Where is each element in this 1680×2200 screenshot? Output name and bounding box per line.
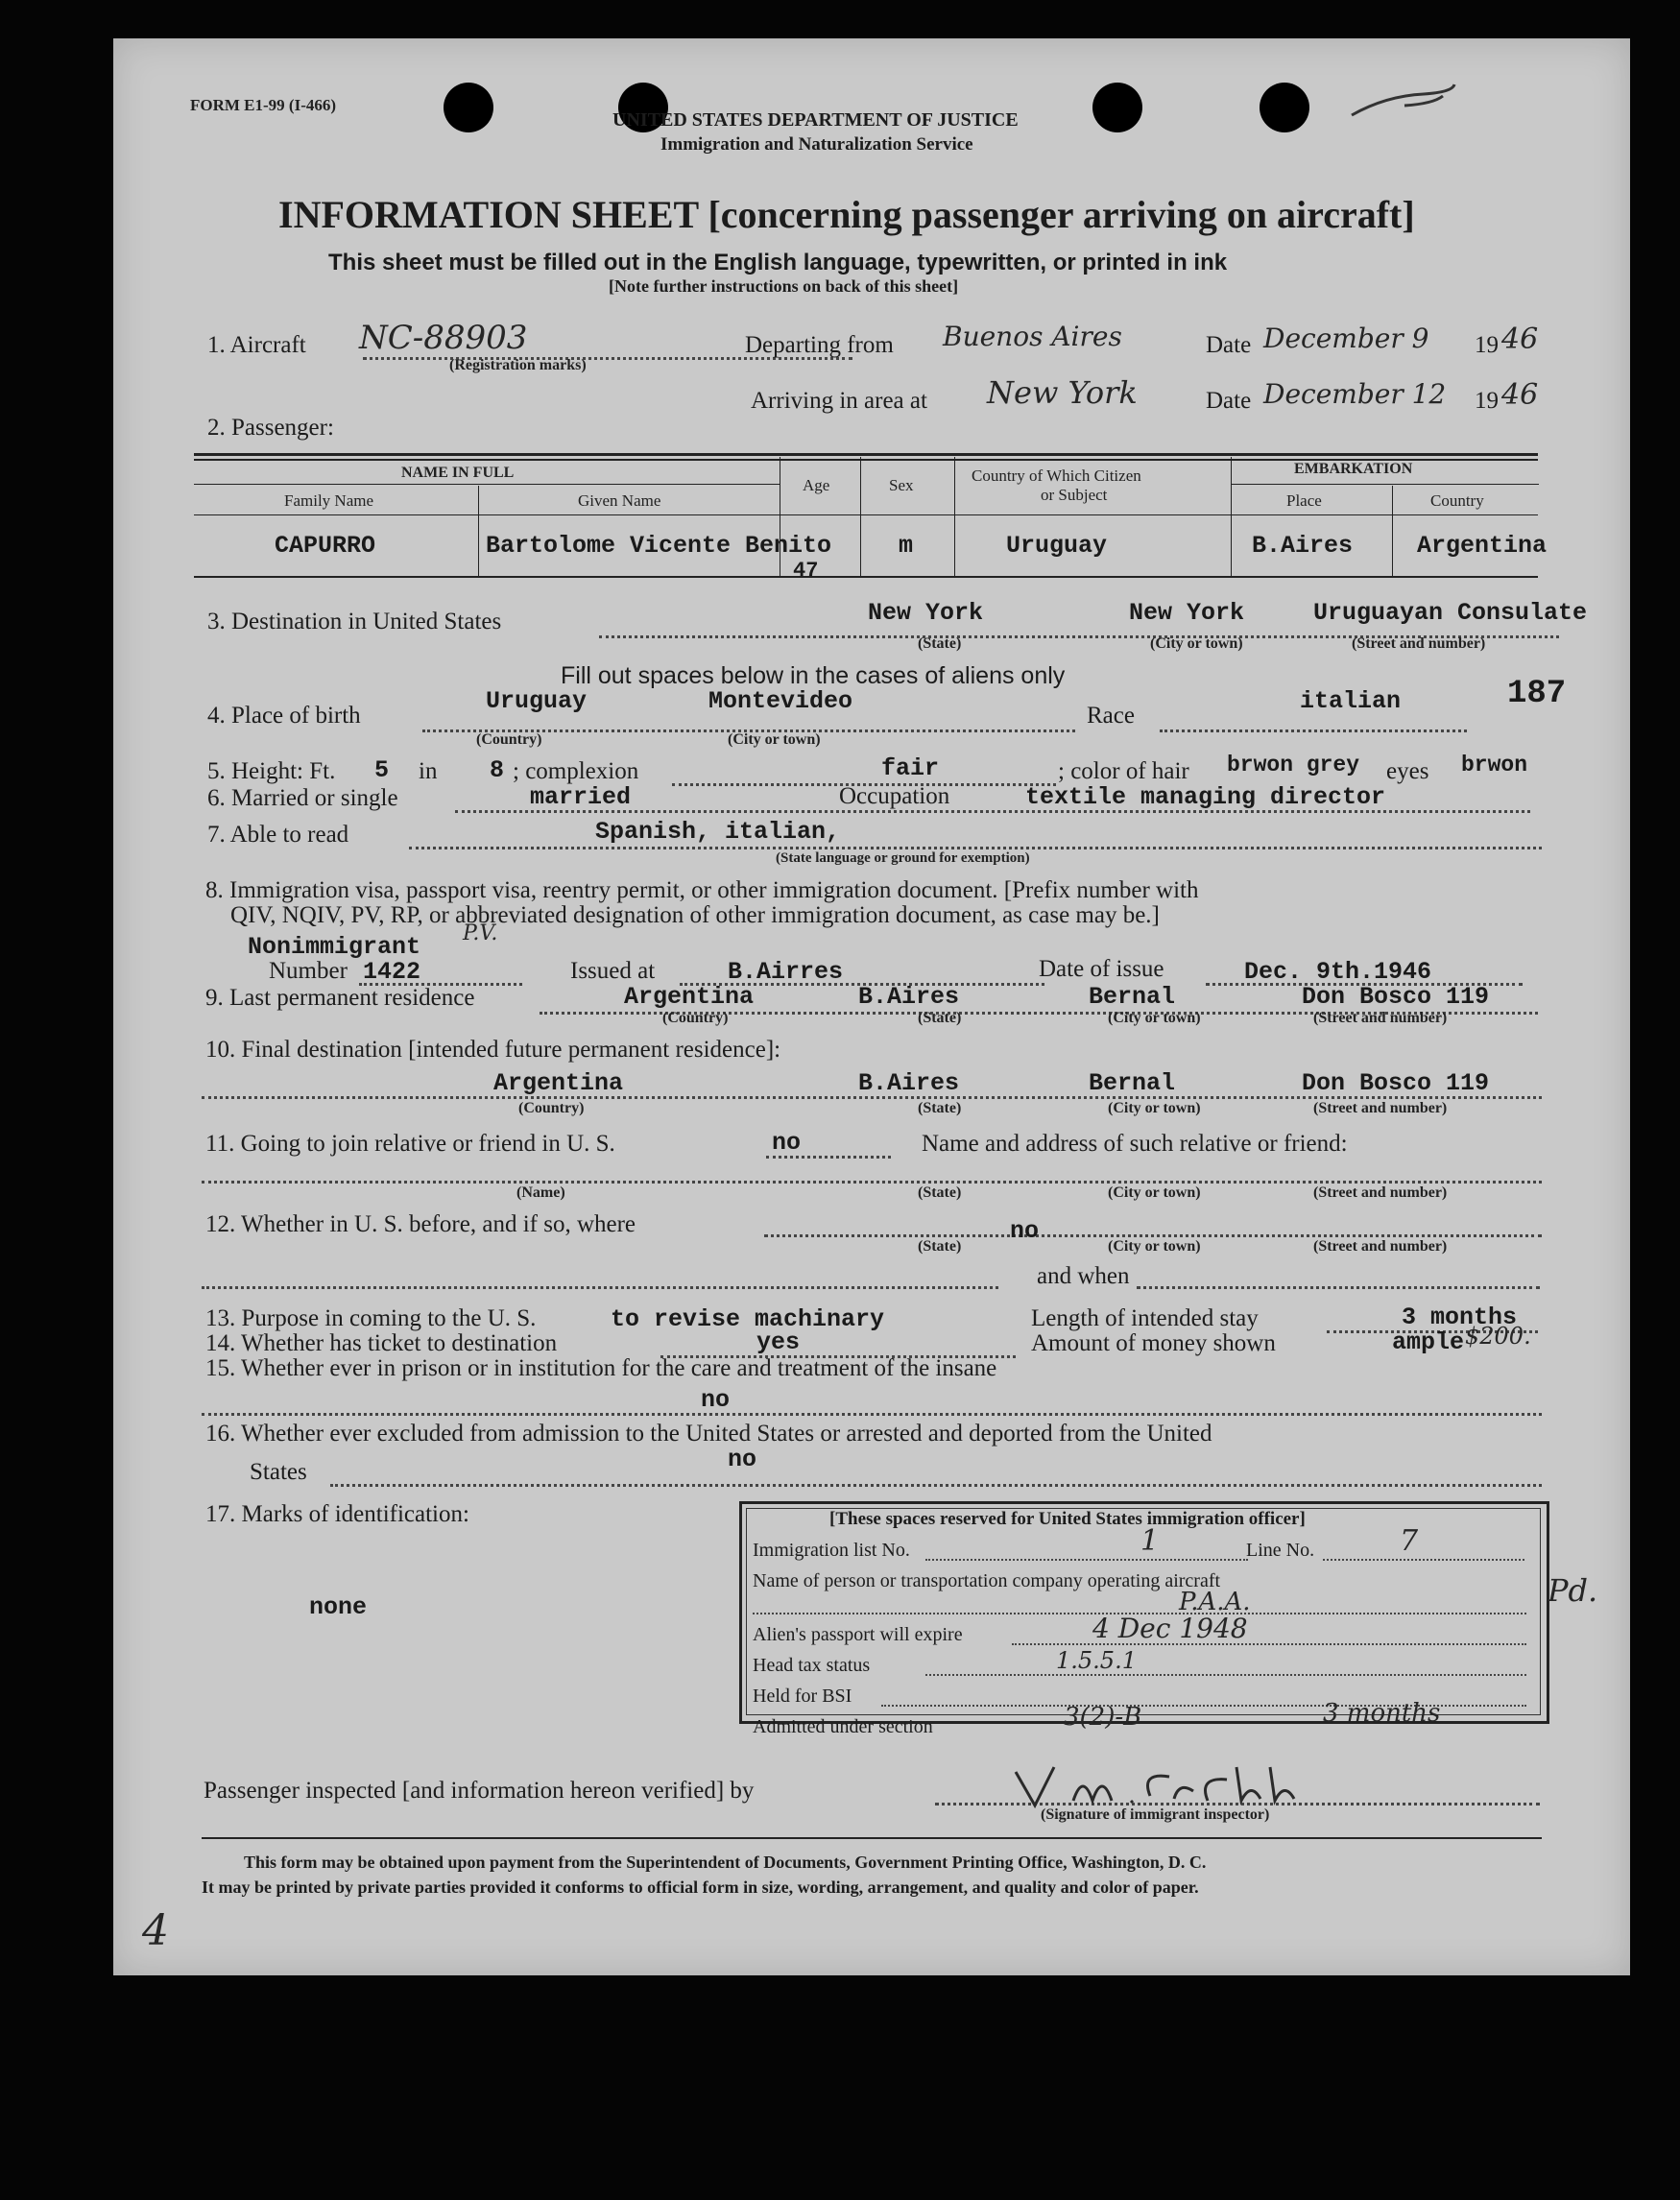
visa-date-label: Date of issue bbox=[1039, 956, 1164, 982]
married-label: 6. Married or single bbox=[207, 785, 398, 811]
height-label: 5. Height: Ft. bbox=[207, 758, 336, 784]
final-country-caption: (Country) bbox=[518, 1100, 585, 1116]
margin-note: Pd. bbox=[1548, 1572, 1598, 1609]
last-residence-country: Argentina bbox=[624, 983, 755, 1011]
join-name-caption: (Name) bbox=[516, 1184, 565, 1201]
money-value: ample bbox=[1392, 1328, 1465, 1356]
sex-value: m bbox=[899, 532, 914, 560]
arriving-value: New York bbox=[987, 374, 1138, 411]
country-citizen-header: Country of Which Citizen bbox=[972, 466, 1141, 485]
complexion-label: ; complexion bbox=[513, 758, 639, 784]
before-label: 12. Whether in U. S. before, and if so, where bbox=[205, 1211, 636, 1237]
final-destination-country: Argentina bbox=[493, 1069, 624, 1097]
service-name: Immigration and Naturalization Service bbox=[660, 134, 973, 155]
visa-line-1: 8. Immigration visa, passport visa, reentry permit, or other immigration document. [Prefix number with bbox=[205, 877, 1199, 903]
before-value: no bbox=[1010, 1217, 1040, 1245]
visa-issued-at: B.Airres bbox=[728, 958, 844, 986]
citizen-value: Uruguay bbox=[1006, 532, 1108, 560]
join-value: no bbox=[772, 1129, 802, 1157]
last-residence-city-caption: (City or town) bbox=[1108, 1010, 1201, 1026]
embarkation-header: EMBARKATION bbox=[1294, 461, 1413, 477]
before-state-caption: (State) bbox=[918, 1238, 962, 1255]
before-when-label: and when bbox=[1037, 1263, 1130, 1289]
family-name-value: CAPURRO bbox=[275, 532, 376, 560]
eyes-label: eyes bbox=[1386, 758, 1429, 784]
last-residence-street-caption: (Street and number) bbox=[1313, 1010, 1448, 1026]
section-note: 3 months bbox=[1323, 1699, 1441, 1728]
list-no-label: Immigration list No. bbox=[753, 1540, 910, 1561]
depart-year-value: 46 bbox=[1501, 323, 1539, 356]
final-destination-city: Bernal bbox=[1089, 1069, 1176, 1097]
given-name-header: Given Name bbox=[578, 491, 661, 510]
final-destination-label: 10. Final destination [intended future permanent residence]: bbox=[205, 1037, 781, 1063]
destination-city: New York bbox=[1129, 599, 1245, 627]
money-handwritten: $200. bbox=[1465, 1323, 1531, 1350]
join-label: 11. Going to join relative or friend in U. S. bbox=[205, 1131, 615, 1157]
occupation-label: Occupation bbox=[839, 783, 950, 809]
corner-mark: 4 bbox=[142, 1906, 169, 1955]
birth-city: Montevideo bbox=[708, 687, 853, 715]
company-label: Name of person or transportation company operating aircraft bbox=[753, 1570, 1221, 1591]
height-inches: 8 bbox=[490, 756, 505, 784]
height-ft: 5 bbox=[374, 756, 390, 784]
occupation-value: textile managing director bbox=[1025, 783, 1386, 811]
last-residence-city: Bernal bbox=[1089, 983, 1176, 1011]
section-value: 3(2)-B bbox=[1064, 1703, 1142, 1732]
age-header: Age bbox=[803, 476, 830, 494]
hair-label: ; color of hair bbox=[1058, 758, 1189, 784]
arrive-date-value: December 12 bbox=[1263, 378, 1447, 410]
street-caption: (Street and number) bbox=[1352, 635, 1486, 652]
bsi-label: Held for BSI bbox=[753, 1686, 852, 1707]
complexion-value: fair bbox=[881, 754, 940, 782]
race-code: 187 bbox=[1507, 676, 1567, 712]
birth-country-caption: (Country) bbox=[476, 731, 542, 748]
arriving-label: Arriving in area at bbox=[751, 388, 927, 414]
name-in-full-header: NAME IN FULL bbox=[401, 465, 515, 481]
marks-value: none bbox=[309, 1593, 368, 1621]
embark-place-value: B.Aires bbox=[1252, 532, 1354, 560]
visa-type: Nonimmigrant bbox=[248, 933, 421, 961]
registration-caption: (Registration marks) bbox=[449, 357, 587, 373]
departing-label: Departing from bbox=[745, 332, 894, 358]
final-destination-street: Don Bosco 119 bbox=[1302, 1069, 1490, 1097]
instruction-note: [Note further instructions on back of this sheet] bbox=[609, 276, 959, 296]
final-destination-state: B.Aires bbox=[858, 1069, 960, 1097]
footer-line-1: This form may be obtained upon payment from the Superintendent of Documents, Government Printing Office, Washington, D. C. bbox=[244, 1853, 1207, 1872]
prison-label: 15. Whether ever in prison or in institution for the care and treatment of the insane bbox=[205, 1355, 997, 1381]
excluded-value: no bbox=[728, 1446, 757, 1473]
depart-date-value: December 9 bbox=[1263, 323, 1429, 354]
length-label: Length of intended stay bbox=[1031, 1305, 1259, 1331]
join-street-caption: (Street and number) bbox=[1313, 1184, 1448, 1201]
officer-box-title: [These spaces reserved for United States immigration officer] bbox=[829, 1509, 1306, 1529]
punch-hole bbox=[444, 83, 493, 132]
birth-label: 4. Place of birth bbox=[207, 703, 361, 729]
embark-place-header: Place bbox=[1286, 491, 1322, 510]
ticket-value: yes bbox=[756, 1328, 801, 1356]
purpose-value: to revise machinary bbox=[611, 1305, 885, 1333]
department-name: UNITED STATES DEPARTMENT OF JUSTICE bbox=[612, 109, 1019, 131]
ticket-label: 14. Whether has ticket to destination bbox=[205, 1330, 558, 1356]
read-value: Spanish, italian, bbox=[595, 818, 841, 846]
money-label: Amount of money shown bbox=[1031, 1330, 1276, 1356]
aircraft-value: NC-88903 bbox=[359, 319, 528, 357]
hair-value: brwon grey bbox=[1227, 753, 1360, 777]
page-title: INFORMATION SHEET [concerning passenger arriving on aircraft] bbox=[278, 193, 1415, 236]
arrive-year-value: 46 bbox=[1501, 378, 1539, 412]
last-residence-label: 9. Last permanent residence bbox=[205, 985, 475, 1011]
pen-scribble-mark bbox=[1347, 77, 1462, 125]
eyes-value: brwon bbox=[1461, 753, 1528, 777]
visa-line-2: QIV, NQIV, PV, RP, or abbreviated designation of other immigration document, as case may be.] bbox=[230, 902, 1160, 928]
section-label: Admitted under section bbox=[753, 1716, 933, 1737]
visa-handwritten-note: P.V. bbox=[463, 921, 498, 945]
inspection-caption: (Signature of immigrant inspector) bbox=[1041, 1806, 1270, 1823]
prison-value: no bbox=[701, 1386, 731, 1414]
company-value: P.A.A. bbox=[1179, 1588, 1251, 1616]
country-subject-header: or Subject bbox=[1041, 486, 1108, 504]
read-caption: (State language or ground for exemption) bbox=[776, 850, 1030, 866]
form-sheet bbox=[113, 38, 1630, 1975]
age-value: 47 bbox=[793, 559, 819, 583]
visa-number: 1422 bbox=[363, 958, 421, 986]
excluded-line-1: 16. Whether ever excluded from admission to the United States or arrested and deported from the United bbox=[205, 1421, 1212, 1447]
race-value: italian bbox=[1300, 687, 1402, 715]
embark-country-header: Country bbox=[1430, 491, 1484, 510]
before-city-caption: (City or town) bbox=[1108, 1238, 1201, 1255]
final-city-caption: (City or town) bbox=[1108, 1100, 1201, 1116]
family-name-header: Family Name bbox=[284, 491, 374, 510]
destination-state: New York bbox=[868, 599, 984, 627]
aircraft-label: 1. Aircraft bbox=[207, 332, 306, 358]
instruction-text: This sheet must be filled out in the English language, typewritten, or printed in ink bbox=[328, 250, 1228, 275]
visa-number-label: Number bbox=[269, 958, 348, 984]
last-residence-state-caption: (State) bbox=[918, 1010, 962, 1026]
embark-country-value: Argentina bbox=[1417, 532, 1548, 560]
tax-label: Head tax status bbox=[753, 1655, 871, 1676]
form-number: FORM E1-99 (I-466) bbox=[190, 96, 337, 114]
birth-country: Uruguay bbox=[486, 687, 588, 715]
arrive-year-prefix: 19 bbox=[1475, 388, 1499, 414]
last-residence-country-caption: (Country) bbox=[662, 1010, 729, 1026]
destination-street: Uruguayan Consulate bbox=[1313, 599, 1588, 627]
final-street-caption: (Street and number) bbox=[1313, 1100, 1448, 1116]
final-state-caption: (State) bbox=[918, 1100, 962, 1116]
depart-year-prefix: 19 bbox=[1475, 332, 1499, 358]
sex-header: Sex bbox=[889, 476, 914, 494]
list-no-value: 1 bbox=[1140, 1524, 1160, 1558]
height-in-label: in bbox=[419, 758, 438, 784]
excluded-line-2: States bbox=[250, 1459, 307, 1485]
join-state-caption: (State) bbox=[918, 1184, 962, 1201]
tax-value: 1.5.5.1 bbox=[1056, 1647, 1137, 1674]
length-value: 3 months bbox=[1402, 1303, 1518, 1331]
passenger-label: 2. Passenger: bbox=[207, 415, 334, 441]
purpose-label: 13. Purpose in coming to the U. S. bbox=[205, 1305, 537, 1331]
before-street-caption: (Street and number) bbox=[1313, 1238, 1448, 1255]
join-name-label: Name and address of such relative or friend: bbox=[922, 1131, 1348, 1157]
birth-city-caption: (City or town) bbox=[728, 731, 821, 748]
married-value: married bbox=[530, 783, 632, 811]
state-caption: (State) bbox=[918, 635, 962, 652]
aliens-only-note: Fill out spaces below in the cases of aliens only bbox=[561, 662, 1066, 689]
visa-date-value: Dec. 9th.1946 bbox=[1244, 958, 1432, 986]
last-residence-state: B.Aires bbox=[858, 983, 960, 1011]
footer-line-2: It may be printed by private parties provided it conforms to official form in size, wording, arrangement, and quality and color of paper. bbox=[202, 1877, 1199, 1897]
depart-date-label: Date bbox=[1206, 332, 1252, 358]
join-city-caption: (City or town) bbox=[1108, 1184, 1201, 1201]
departing-value: Buenos Aires bbox=[943, 321, 1122, 352]
line-no-label: Line No. bbox=[1246, 1540, 1315, 1561]
punch-hole bbox=[1092, 83, 1142, 132]
punch-hole bbox=[1260, 83, 1309, 132]
marks-label: 17. Marks of identification: bbox=[205, 1501, 469, 1527]
last-residence-street: Don Bosco 119 bbox=[1302, 983, 1490, 1011]
expire-value: 4 Dec 1948 bbox=[1092, 1613, 1248, 1644]
read-label: 7. Able to read bbox=[207, 822, 349, 848]
destination-label: 3. Destination in United States bbox=[207, 609, 502, 634]
visa-issued-label: Issued at bbox=[570, 958, 656, 984]
given-name-value: Bartolome Vicente Benito bbox=[486, 532, 832, 560]
race-label: Race bbox=[1087, 703, 1135, 729]
inspection-label: Passenger inspected [and information hereon verified] by bbox=[204, 1778, 755, 1804]
arrive-date-label: Date bbox=[1206, 388, 1252, 414]
city-caption: (City or town) bbox=[1150, 635, 1243, 652]
expire-label: Alien's passport will expire bbox=[753, 1624, 963, 1645]
line-no-value: 7 bbox=[1400, 1524, 1419, 1558]
